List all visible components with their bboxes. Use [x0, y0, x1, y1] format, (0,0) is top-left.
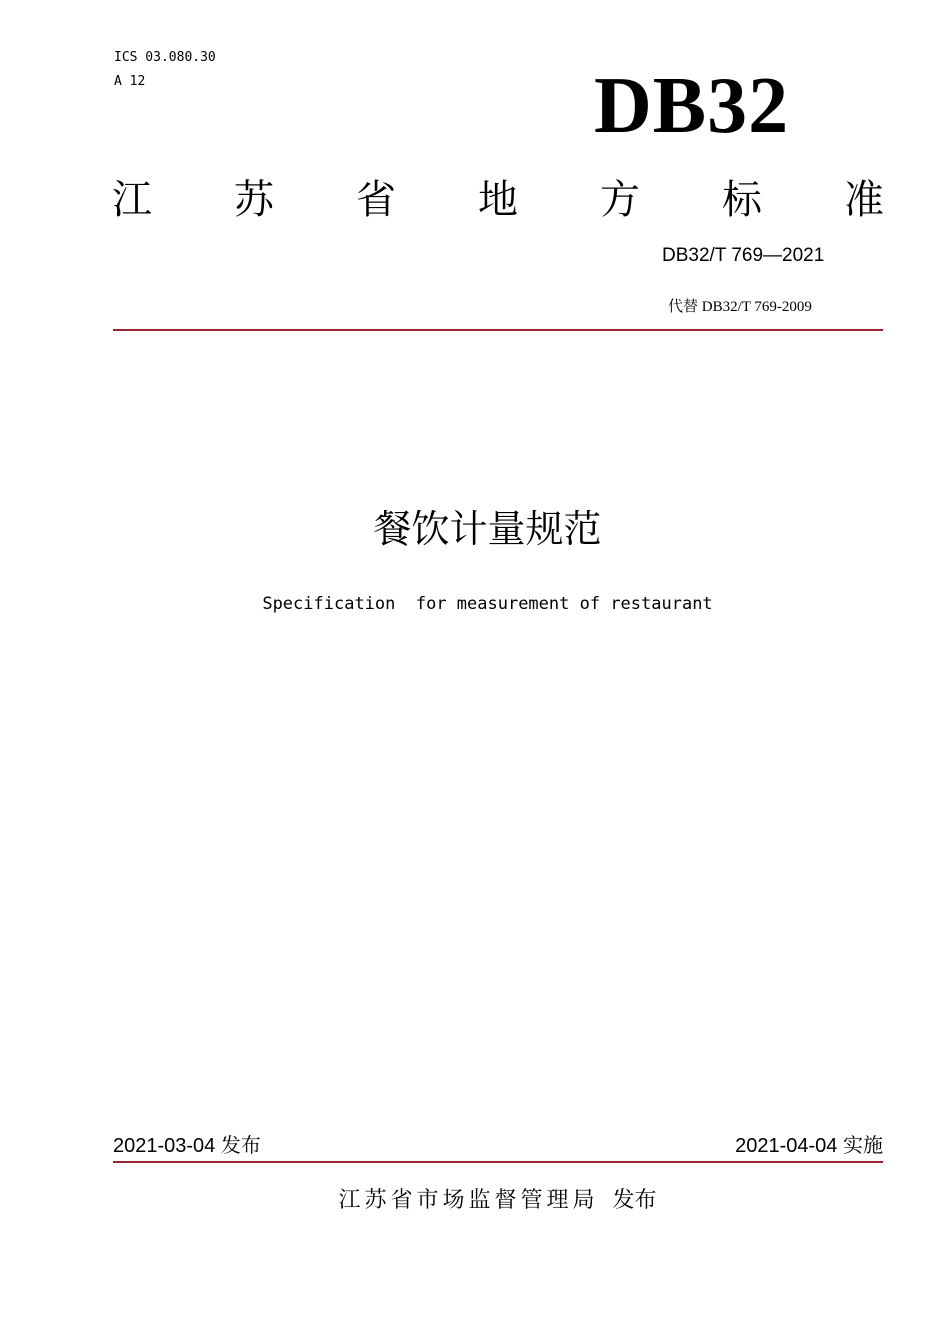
document-title-english: Specification for measurement of restaurant: [262, 594, 713, 614]
document-title-chinese: 餐饮计量规范: [373, 507, 602, 551]
issuer-organization: 江苏省市场监督管理局: [338, 1188, 599, 1213]
standard-type-char: 准: [844, 177, 884, 223]
standard-type-heading: [112, 176, 884, 224]
ics-code: ICS 03.080.30: [114, 50, 216, 65]
replaces-standard: 代替 DB32/T 769-2009: [668, 299, 812, 315]
issuer-suffix: 发布: [612, 1188, 657, 1213]
effective-date: 2021-04-04 实施: [735, 1135, 883, 1157]
standard-type-char: 江: [112, 177, 152, 223]
standard-logo: DB32: [594, 62, 790, 150]
issue-date: 2021-03-04 发布: [113, 1135, 261, 1157]
standard-type-char: 地: [478, 177, 518, 223]
standard-type-char: 标: [722, 177, 762, 223]
classification-code: A 12: [114, 74, 146, 89]
issuing-authority: [0, 1186, 950, 1216]
top-divider: [113, 329, 883, 331]
standard-type-char: 方: [600, 177, 640, 223]
standard-type-char: 苏: [234, 177, 274, 223]
bottom-divider: [113, 1161, 883, 1163]
standard-number: DB32/T 769—2021: [662, 245, 825, 266]
standard-type-char: 省: [356, 177, 396, 223]
